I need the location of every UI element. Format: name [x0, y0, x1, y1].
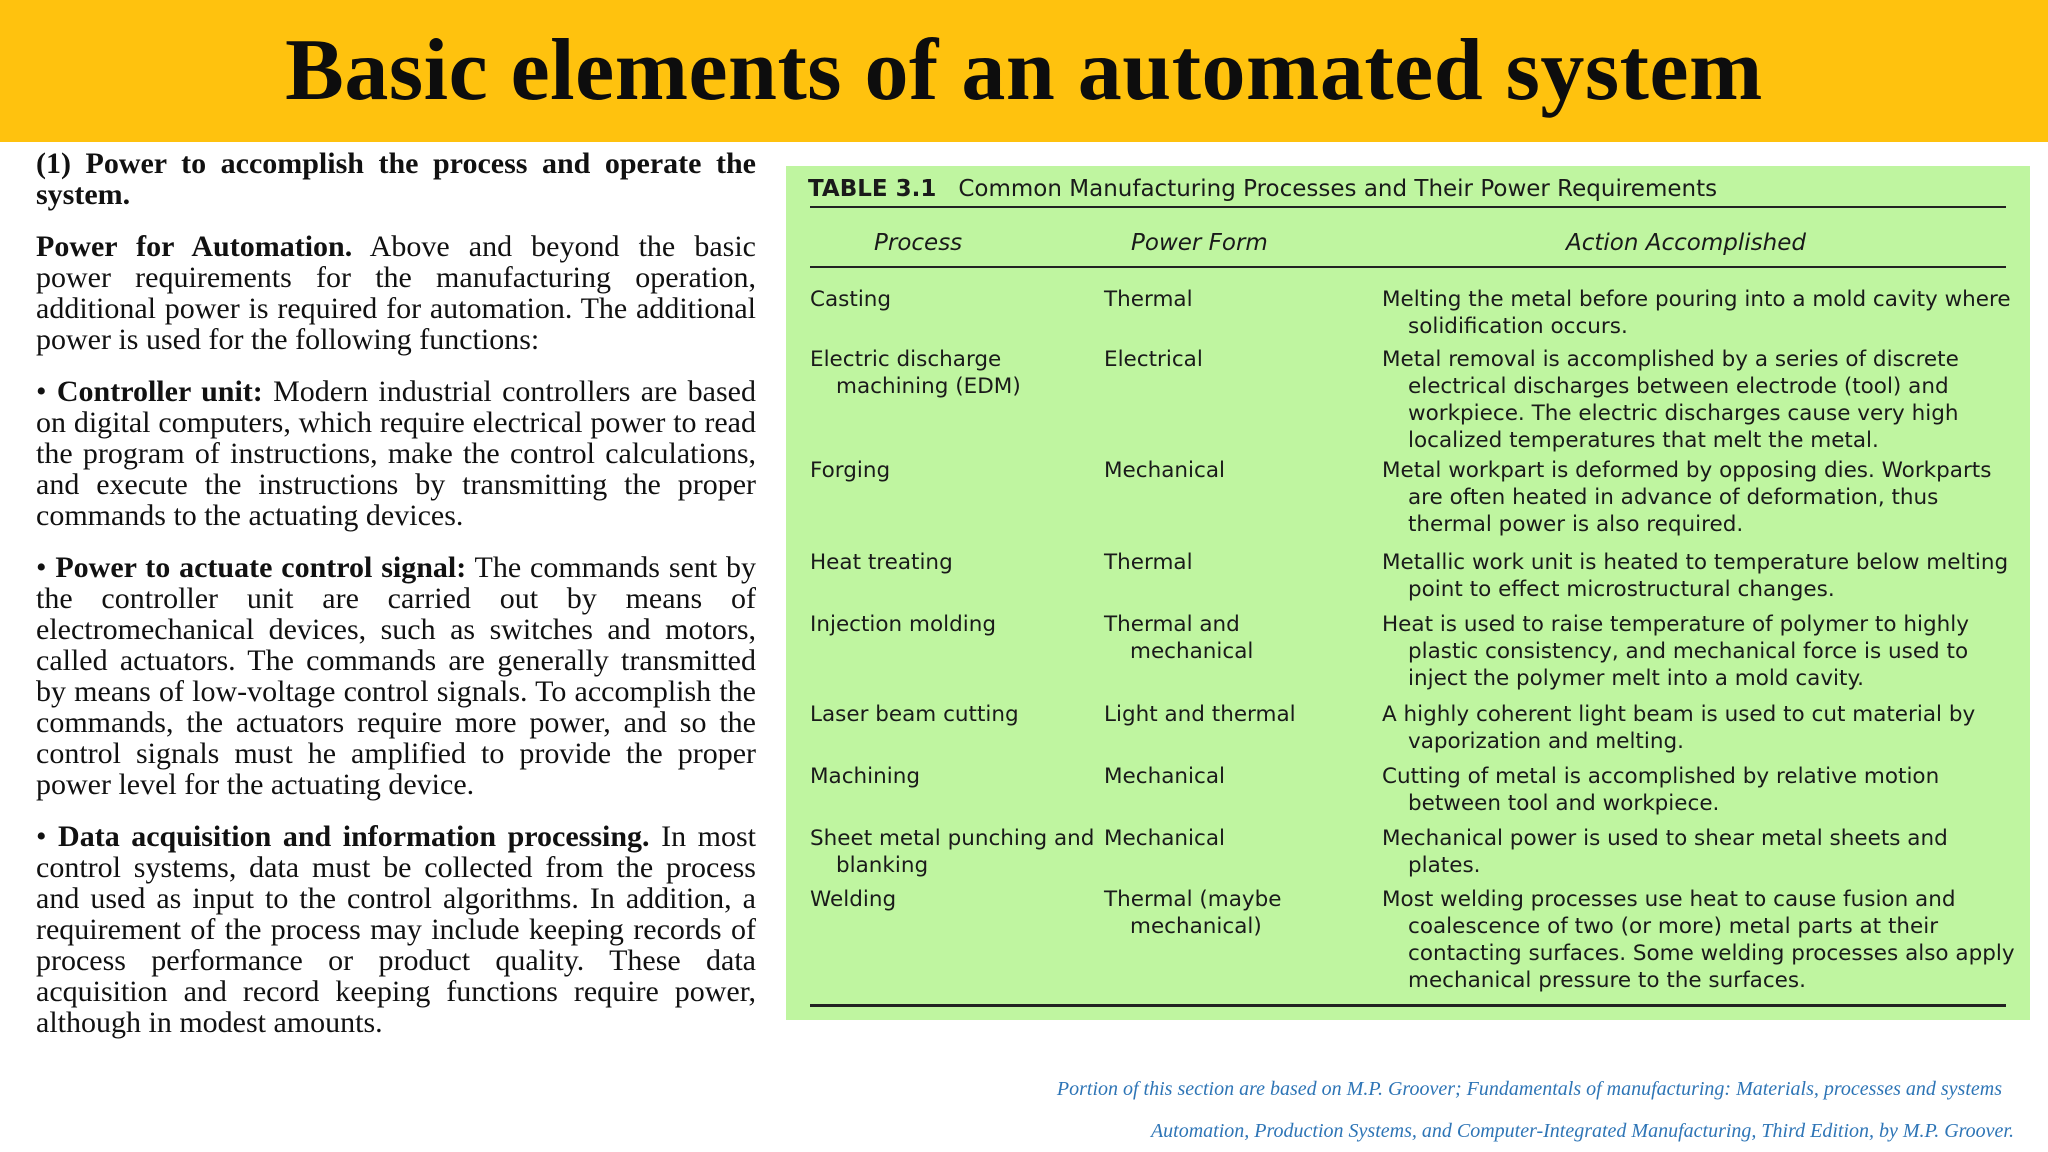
bullet-data-acquisition: [36, 821, 756, 1038]
bullet-lead: Data acquisition and information processing.: [58, 820, 650, 853]
bullet-marker: •: [36, 820, 59, 853]
cell-power-form: Light and thermal: [1104, 702, 1296, 727]
bullet-marker: •: [36, 375, 57, 408]
power-for-automation-paragraph: [36, 231, 756, 355]
bullet-lead: Controller unit:: [56, 375, 263, 408]
bullet-text: In most control systems, data must be collected from the process and used as input to the control algorithms. In addition, a requirement of the process may include keeping records of process performance or product quality. These data acquisition and record keeping functions require power, although in modest amounts.: [36, 820, 756, 1039]
table-caption: [808, 176, 1717, 202]
cell-power-form: Thermal (maybe mechanical): [1104, 887, 1282, 939]
cell-process: Welding: [810, 887, 897, 912]
column-header-process: Process: [874, 230, 963, 256]
title-bar: [0, 0, 2048, 142]
cell-action: Melting the metal before pouring into a mold cavity where solidification occurs.: [1382, 287, 2011, 339]
bullet-text: Modern industrial controllers are based on digital computers, which require electrical power to read the program of instructions, make the control calculations, and execute the instructions by transmitting the proper commands to the actuating devices.: [36, 375, 756, 532]
cell-process: Casting: [810, 287, 892, 312]
cell-action: A highly coherent light beam is used to cut material by vaporization and melting.: [1382, 702, 1976, 754]
cell-action: Metal removal is accomplished by a series of discrete electrical discharges between electrode (tool) and workpiece. The electric discharges cause very high localized temperatures that melt the metal.: [1382, 347, 1959, 453]
cell-process: Injection molding: [810, 612, 996, 637]
bullet-actuate-control-signal: [36, 552, 756, 800]
table-title: Common Manufacturing Processes and Their Power Requirements: [958, 176, 1718, 202]
cell-process: Forging: [810, 458, 891, 483]
body-text: [36, 148, 756, 1059]
bullet-marker: •: [36, 551, 56, 584]
bullet-text: The commands sent by the controller unit are carried out by means of electromechanical devices, such as switches and motors, called actuators. The commands are generally transmitted by means of low-voltage control signals. To accomplish the commands, the actuators require more power, and so the control signals must he amplified to provide the proper power level for the actuating device.: [36, 551, 756, 801]
paragraph-text: Above and beyond the basic power requirements for the manufacturing operation, additional power is required for automation. The additional power is used for the following functions:: [36, 230, 756, 356]
cell-power-form: Mechanical: [1104, 458, 1225, 483]
bullet-lead: Power to actuate control signal:: [55, 551, 467, 584]
cell-power-form: Thermal: [1104, 550, 1193, 575]
column-header-action: Action Accomplished: [1566, 230, 1806, 256]
bullet-controller-unit: [36, 376, 756, 531]
cell-power-form: Thermal: [1104, 287, 1193, 312]
cell-process: Electric discharge machining (EDM): [810, 347, 1021, 399]
cell-action: Mechanical power is used to shear metal sheets and plates.: [1382, 826, 1948, 878]
source-note-1: Portion of this section are based on M.P. Groover; Fundamentals of manufacturing: Materials, processes and systems: [1056, 1078, 2002, 1100]
cell-action: Cutting of metal is accomplished by relative motion between tool and workpiece.: [1382, 764, 1940, 816]
source-note-2: Automation, Production Systems, and Computer-Integrated Manufacturing, Third Edition, by M.P. Groover.: [1150, 1120, 2014, 1142]
cell-process: Machining: [810, 764, 921, 789]
table-bottom-rule: [810, 1004, 2006, 1007]
cell-action: Metallic work unit is heated to temperature below melting point to effect microstructural changes.: [1382, 550, 2009, 602]
power-requirements-table: [786, 166, 2030, 1020]
column-header-power-form: Power Form: [1131, 230, 1268, 256]
table-header-rule: [810, 266, 2006, 268]
cell-action: Metal workpart is deformed by opposing dies. Workparts are often heated in advance of deformation, thus thermal power is also required.: [1382, 458, 1992, 537]
paragraph-lead: Power for Automation.: [36, 230, 353, 263]
cell-action: Most welding processes use heat to cause fusion and coalescence of two (or more) metal parts at their contacting surfaces. Some welding processes also apply mechanical pressure to the surfaces.: [1382, 887, 2015, 993]
cell-power-form: Mechanical: [1104, 826, 1225, 851]
cell-power-form: Thermal and mechanical: [1104, 612, 1254, 664]
cell-power-form: Mechanical: [1104, 764, 1225, 789]
cell-process: Sheet metal punching and blanking: [810, 826, 1095, 878]
cell-process: Laser beam cutting: [810, 702, 1019, 727]
slide-title: Basic elements of an automated system: [285, 21, 1763, 119]
section-heading: (1) Power to accomplish the process and operate the system.: [36, 147, 756, 211]
cell-action: Heat is used to raise temperature of polymer to highly plastic consistency, and mechanical force is used to inject the polymer melt into a mold cavity.: [1382, 612, 1969, 691]
cell-power-form: Electrical: [1104, 347, 1203, 372]
table-number: TABLE 3.1: [808, 176, 937, 202]
table-top-rule: [810, 206, 2006, 208]
cell-process: Heat treating: [810, 550, 953, 575]
